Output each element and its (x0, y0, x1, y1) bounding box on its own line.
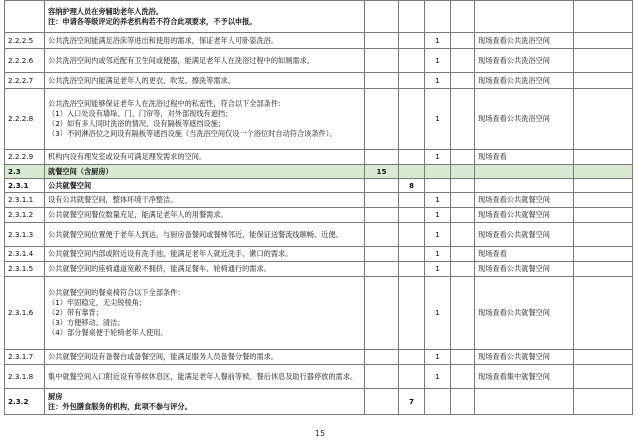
subsection-score-cell (399, 165, 425, 179)
item-number-cell: 2.3.1.2 (5, 208, 45, 223)
section-score-cell (365, 262, 399, 277)
item-description-cell (45, 165, 365, 179)
blank-cell (451, 89, 475, 150)
section-score-cell (365, 350, 399, 365)
check-method-cell: 现场查看公共就餐空间 (475, 262, 574, 277)
item-score-cell: 1 (425, 49, 451, 73)
blank-cell (574, 365, 633, 389)
check-method-cell: 现场查看公共就餐空间 (475, 277, 574, 350)
item-description-cell (45, 49, 365, 73)
table-row (5, 208, 633, 223)
blank-cell (574, 247, 633, 262)
table-body (5, 1, 633, 415)
blank-cell (574, 150, 633, 165)
item-number-cell: 2.2.2.7 (5, 73, 45, 89)
item-description-cell (45, 365, 365, 389)
item-description-cell (45, 1, 365, 33)
description-line: 容纳护理人员在旁辅助老年人洗浴。 (48, 6, 164, 16)
description-line: 公共洗浴空间内能满足老年人的更衣、吹发、擦洗等需求。 (48, 75, 235, 85)
subsection-score-cell (399, 262, 425, 277)
description-line: 注：外包膳食服务的机构，此项不参与评分。 (48, 401, 192, 411)
subsection-score-cell (399, 350, 425, 365)
check-method-cell (475, 179, 574, 193)
description-line: （3）方便移动、清洁； (48, 318, 125, 327)
section-score-cell (365, 223, 399, 247)
table-row (5, 365, 633, 389)
section-score-cell (365, 208, 399, 223)
check-method-cell (475, 389, 574, 415)
table-row (5, 389, 633, 415)
item-score-cell: 1 (425, 350, 451, 365)
item-number-cell: 2.3.1.6 (5, 277, 45, 350)
blank-cell (451, 165, 475, 179)
description-line: 机构内设有理发室或设有可满足理发需求的空间。 (48, 152, 207, 161)
description-line: 公共就餐空间内部或附近设有洗手池，能满足老年人就近洗手、漱口的需求。 (48, 249, 293, 258)
blank-cell (574, 1, 633, 33)
section-score-cell (365, 89, 399, 150)
section-score-cell (365, 33, 399, 49)
description-line: （4）部分餐桌便于轮椅老年人使用。 (48, 328, 168, 337)
item-description-cell (45, 73, 365, 89)
item-number-cell: 2.3.1 (5, 179, 45, 193)
subsection-score-cell (399, 247, 425, 262)
item-score-cell: 1 (425, 193, 451, 208)
description-line: 就餐空间（含厨房） (48, 166, 113, 176)
description-line: （1）牢固稳定，无尖锐棱角； (48, 298, 147, 307)
subsection-score-cell (399, 223, 425, 247)
section-score-cell (365, 247, 399, 262)
item-description-cell (45, 350, 365, 365)
description-line: 公共就餐空间 (48, 180, 92, 190)
table-row (5, 150, 633, 165)
description-line: 公共洗浴空间能够保证老年人在洗浴过程中的私密性，符合以下全部条件： (48, 99, 286, 108)
description-line: 公共就餐空间设有备餐台或备餐空间，能满足服务人员备餐分餐的需求。 (48, 352, 279, 361)
blank-cell (451, 33, 475, 49)
item-score-cell: 1 (425, 262, 451, 277)
blank-cell (574, 262, 633, 277)
subsection-score-cell (399, 277, 425, 350)
item-score-cell: 1 (425, 150, 451, 165)
section-score-cell (365, 389, 399, 415)
item-score-cell: 1 (425, 208, 451, 223)
description-line: 公共就餐空间餐位数量充足，能满足老年人的用餐需求。 (48, 210, 228, 219)
item-number-cell: 2.2.2.8 (5, 89, 45, 150)
section-score-cell (365, 150, 399, 165)
blank-cell (574, 49, 633, 73)
description-line: （1）入口处设有墙垛、门、门帘等，对外部视线有遮挡； (48, 109, 233, 118)
table-row (5, 277, 633, 350)
item-score-cell: 1 (425, 89, 451, 150)
blank-cell (451, 389, 475, 415)
item-score-cell (425, 1, 451, 33)
subsection-score-cell (399, 193, 425, 208)
blank-cell (451, 365, 475, 389)
item-number-cell: 2.3.2 (5, 389, 45, 415)
table-row (5, 262, 633, 277)
blank-cell (574, 165, 633, 179)
evaluation-table (4, 0, 633, 415)
item-score-cell: 1 (425, 73, 451, 89)
table-row (5, 193, 633, 208)
check-method-cell: 现场查看公共就餐空间 (475, 223, 574, 247)
section-score-cell (365, 1, 399, 33)
item-score-cell: 1 (425, 247, 451, 262)
check-method-cell: 现场查看集中就餐空间 (475, 365, 574, 389)
table-row (5, 33, 633, 49)
subsection-score-cell (399, 73, 425, 89)
blank-cell (574, 223, 633, 247)
subsection-score-cell (399, 49, 425, 73)
blank-cell (574, 350, 633, 365)
table-row (5, 89, 633, 150)
blank-cell (574, 208, 633, 223)
item-number-cell: 2.3.1.8 (5, 365, 45, 389)
subsection-score-cell (399, 33, 425, 49)
item-number-cell: 2.2.2.5 (5, 33, 45, 49)
item-score-cell (425, 179, 451, 193)
section-score-cell (365, 49, 399, 73)
description-line: 公共洗浴空间内或邻近配有卫生间或便器，能满足老年人在洗浴过程中的如厕需求。 (48, 55, 314, 65)
table-row (5, 165, 633, 179)
blank-cell (451, 150, 475, 165)
check-method-cell: 现场查看公共洗浴空间 (475, 73, 574, 89)
item-number-cell (5, 1, 45, 33)
section-score-cell (365, 365, 399, 389)
item-score-cell: 1 (425, 223, 451, 247)
item-description-cell (45, 223, 365, 247)
section-score-cell (365, 277, 399, 350)
section-score-cell: 15 (365, 165, 399, 179)
description-line: 厨房 (48, 391, 63, 401)
item-description-cell (45, 150, 365, 165)
description-line: （2）如有多人同时洗浴的情况，设有隔板等遮挡设施； (48, 119, 226, 128)
blank-cell (574, 277, 633, 350)
subsection-score-cell: 8 (399, 179, 425, 193)
item-description-cell (45, 262, 365, 277)
item-description-cell (45, 247, 365, 262)
subsection-score-cell (399, 89, 425, 150)
page-number: 15 (314, 429, 326, 438)
blank-cell (451, 1, 475, 33)
item-description-cell (45, 33, 365, 49)
description-line: 注：申请各等级评定的养老机构若不符合此项要求，不予以申报。 (48, 16, 257, 26)
blank-cell (574, 193, 633, 208)
check-method-cell: 现场查看公共洗浴空间 (475, 49, 574, 73)
table-row (5, 350, 633, 365)
item-description-cell (45, 179, 365, 193)
item-number-cell: 2.2.2.6 (5, 49, 45, 73)
blank-cell (451, 277, 475, 350)
item-description-cell (45, 89, 365, 150)
description-line: 公共就餐空间的座椅通道宽敞不拥挤，能满足餐车、轮椅通行的需求。 (48, 264, 271, 273)
check-method-cell: 现场查看 (475, 247, 574, 262)
table-row (5, 223, 633, 247)
subsection-score-cell: 7 (399, 389, 425, 415)
check-method-cell: 现场查看公共就餐空间 (475, 208, 574, 223)
subsection-score-cell (399, 1, 425, 33)
item-number-cell: 2.3.1.7 (5, 350, 45, 365)
blank-cell (451, 193, 475, 208)
blank-cell (451, 73, 475, 89)
check-method-cell: 现场查看 (475, 150, 574, 165)
check-method-cell (475, 165, 574, 179)
blank-cell (451, 350, 475, 365)
table-row (5, 1, 633, 33)
blank-cell (451, 179, 475, 193)
description-line: 公共就餐空间的餐桌椅符合以下全部条件： (48, 288, 185, 297)
description-line: 设有公共就餐空间，整体环境干净整洁。 (48, 195, 178, 204)
section-score-cell (365, 73, 399, 89)
blank-cell (574, 73, 633, 89)
item-description-cell (45, 193, 365, 208)
item-number-cell: 2.3.1.5 (5, 262, 45, 277)
description-line: 公共就餐空间位置便于老年人到达，与厨房备餐间或餐梯邻近，能保证送餐流线顺畅、近便。 (48, 229, 343, 239)
blank-cell (574, 389, 633, 415)
subsection-score-cell (399, 365, 425, 389)
item-score-cell (425, 389, 451, 415)
check-method-cell: 现场查看公共就餐空间 (475, 193, 574, 208)
item-score-cell (425, 165, 451, 179)
item-number-cell: 2.3.1.3 (5, 223, 45, 247)
description-line: 公共洗浴空间能满足浴床等进出和使用的需求，保证老年人可卧姿洗浴。 (48, 35, 279, 45)
blank-cell (451, 208, 475, 223)
blank-cell (574, 33, 633, 49)
check-method-cell: 现场查看公共洗浴空间 (475, 33, 574, 49)
subsection-score-cell (399, 208, 425, 223)
blank-cell (574, 89, 633, 150)
check-method-cell: 现场查看公共就餐空间 (475, 350, 574, 365)
table-row (5, 73, 633, 89)
blank-cell (451, 247, 475, 262)
description-line: （3）不同淋浴位之间设有隔板等遮挡设施（当洗浴空间仅设一个浴位时自动符合该条件）。 (48, 129, 337, 138)
check-method-cell (475, 1, 574, 33)
item-number-cell: 2.3 (5, 165, 45, 179)
blank-cell (451, 262, 475, 277)
item-number-cell: 2.3.1.4 (5, 247, 45, 262)
section-score-cell (365, 179, 399, 193)
table-row (5, 179, 633, 193)
item-number-cell: 2.3.1.1 (5, 193, 45, 208)
blank-cell (574, 179, 633, 193)
item-score-cell: 1 (425, 33, 451, 49)
item-description-cell (45, 277, 365, 350)
description-line: 集中就餐空间入口附近设有等候休息区，能满足老年人餐前等候、餐后休息及助行器停放的需求。 (48, 371, 358, 381)
check-method-cell: 现场查看公共洗浴空间 (475, 89, 574, 150)
item-description-cell (45, 208, 365, 223)
item-number-cell: 2.2.2.9 (5, 150, 45, 165)
item-score-cell: 1 (425, 277, 451, 350)
description-line: （2）带有靠背； (48, 308, 103, 317)
blank-cell (451, 223, 475, 247)
item-description-cell (45, 389, 365, 415)
item-score-cell: 1 (425, 365, 451, 389)
subsection-score-cell (399, 150, 425, 165)
table-row (5, 247, 633, 262)
section-score-cell (365, 193, 399, 208)
blank-cell (451, 49, 475, 73)
table-row (5, 49, 633, 73)
